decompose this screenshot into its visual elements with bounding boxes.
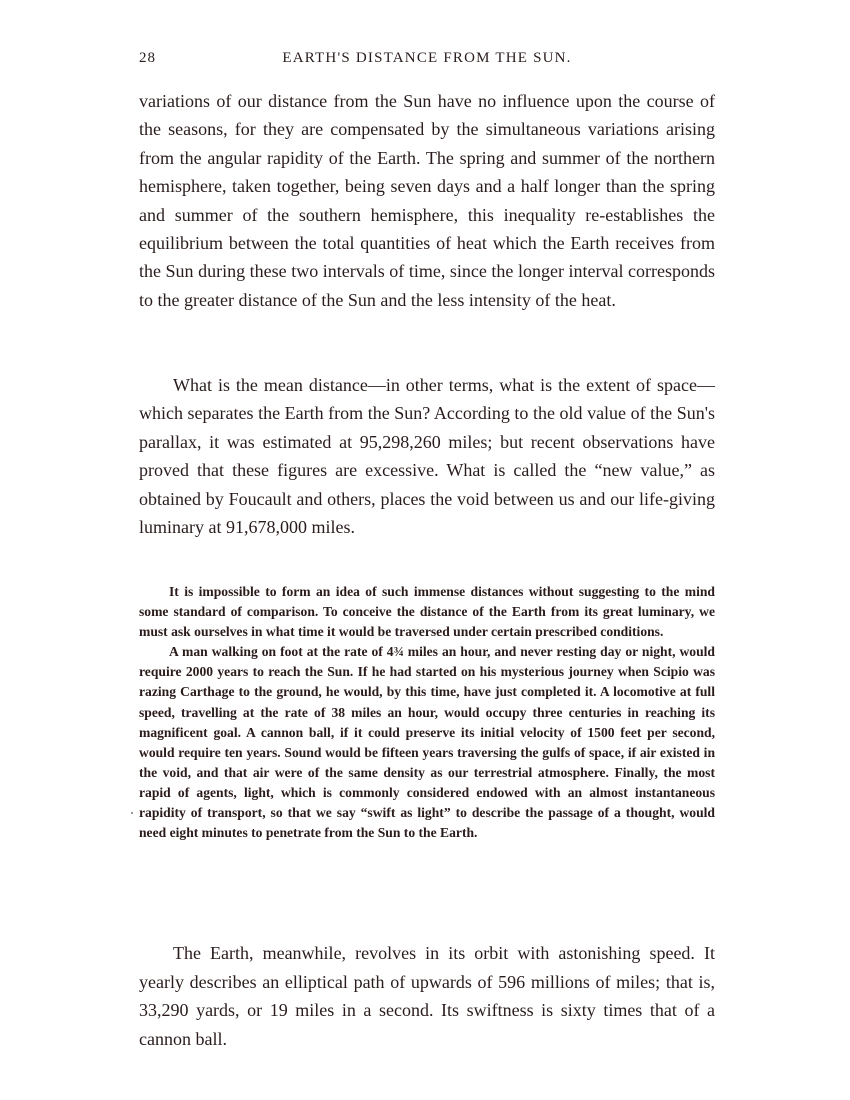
note-distance-comparison [139, 582, 715, 843]
page-number: 28 [139, 50, 156, 66]
paragraph-seasons: variations of our distance from the Sun have no influence upon the course of the seasons, for they are compensated by the simultaneous variations arising from the angular rapidity of the Earth. The spring and summer of the northern hemisphere, taken together, being seven days and a half longer than the spring and summer of the southern hemisphere, this inequality re-establishes the equilibrium between the total quantities of heat which the Earth receives from the Sun during these two intervals of time, since the longer interval corresponds to the greater distance of the Sun and the less intensity of the heat. [139, 91, 715, 310]
note-paragraph-standard: It is impossible to form an idea of such immense distances without suggesting to the mind some standard of comparison. To conceive the distance of the Earth from its great luminary, we must ask ourselves in what time it would be traversed under certain prescribed conditions. [139, 584, 715, 640]
note-paragraph-examples: A man walking on foot at the rate of 4¾ miles an hour, and never resting day or night, would require 2000 years to reach the Sun. If he had started on his mysterious journey when Scipio was razing Carthage to the ground, he would, by this time, have just completed it. A locomotive at full speed, travelling at the rate of 38 miles an hour, would occupy three centuries in reaching its magnificent goal. A cannon ball, if it could preserve its initial velocity of 1500 feet per second, would require ten years. Sound would be fifteen years traversing the gulfs of space, if air existed in the void, and that air were of the same density as our terrestrial atmosphere. Finally, the most rapid of agents, light, which is commonly considered endowed with an almost instantaneous rapidity of transport, so that we say “swift as light” to describe the passage of a thought, would need eight minutes to penetrate from the Sun to the Earth. [139, 644, 715, 841]
paragraph-mean-distance: What is the mean distance—in other terms, what is the extent of space—which separates the Earth from the Sun? According to the old value of the Sun's parallax, it was estimated at 95,298,260 miles; but recent observations have proved that these figures are excessive. What is called the “new value,” as obtained by Foucault and others, places the void between us and our life-giving luminary at 91,678,000 miles. [139, 375, 715, 538]
paragraph-orbital-speed: The Earth, meanwhile, revolves in its orbit with astonishing speed. It yearly describes an elliptical path of upwards of 596 millions of miles; that is, 33,290 yards, or 19 miles in a second. Its swiftness is sixty times that of a cannon ball. [139, 943, 715, 1049]
running-title: EARTH'S DISTANCE FROM THE SUN. [282, 50, 572, 66]
print-speck [131, 812, 133, 814]
running-header [139, 50, 715, 72]
